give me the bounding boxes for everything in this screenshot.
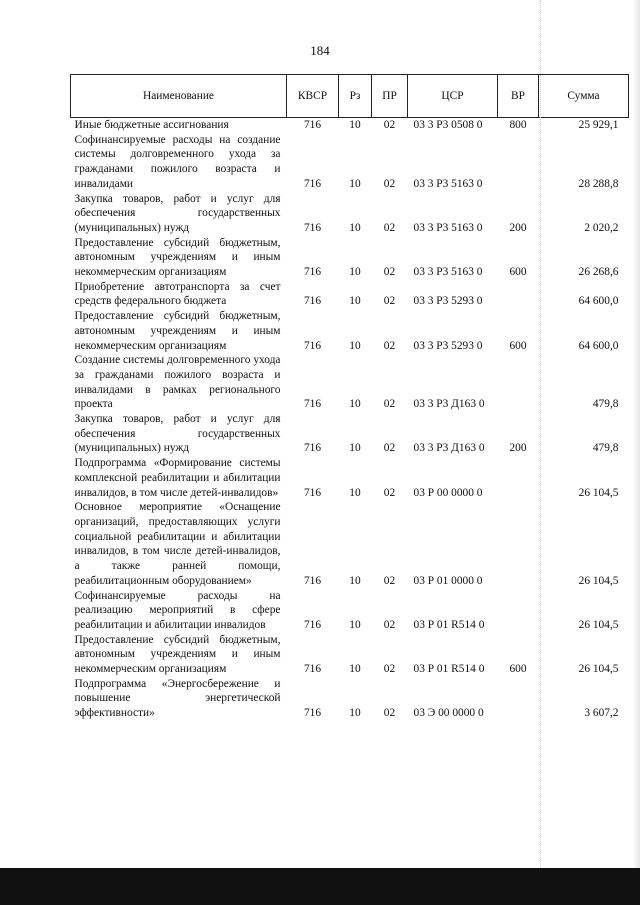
row-name: Закупка товаров, работ и услуг для обеспечения государственных (муниципальных) нужд [74,192,281,234]
row-name: Иные бюджетные ассигнования [74,119,229,131]
row-rz: 10 [349,663,361,676]
row-kvsr: 716 [303,119,322,131]
row-sum: 28 288,8 [578,177,619,190]
row-name: Основное мероприятие «Оснащение организаций, предоставляющих услуги социальной реабилитации и абилитации инвалидов, в том числе детей-инвалидов, а также ранней помощи, реабилитационным оборудованием» [74,501,281,587]
row-name: Подпрограмма «Энергосбережение и повышение энергетической эффективности» [74,677,281,720]
row-rz: 10 [349,618,361,631]
row-kvsr: 716 [303,339,322,352]
row-sum: 26 268,6 [578,266,619,279]
row-rz: 10 [349,574,361,587]
row-csr: 03 3 Р3 Д163 0 [413,442,485,455]
header-vr: ВР [498,75,539,118]
row-csr: 03 3 Р3 5293 0 [413,339,483,352]
row-vr: 600 [509,266,527,279]
row-kvsr: 716 [303,442,322,455]
table-header-row [71,75,629,118]
row-rz: 10 [349,119,361,131]
row-pr: 02 [383,119,396,131]
table-row [71,456,629,500]
row-csr: 03 Р 00 0000 0 [413,486,483,499]
table-row [71,500,629,588]
row-vr [498,353,539,412]
row-kvsr: 716 [303,177,322,190]
row-vr: 200 [509,442,527,455]
row-name: Закупка товаров, работ и услуг для обеспечения государственных (муниципальных) нужд [74,413,281,455]
row-pr: 02 [383,295,396,308]
row-rz: 10 [349,339,361,352]
header-name: Наименование [71,75,287,118]
row-csr: 03 3 Р3 0508 0 [413,119,483,131]
row-name: Софинансируемые расходы на создание системы долговременного ухода за гражданами пожилого возраста и инвалидами [74,133,281,190]
scan-edge-shadow [633,0,640,868]
row-sum: 64 600,0 [578,339,619,352]
row-kvsr: 716 [303,574,322,587]
row-pr: 02 [383,442,396,455]
row-sum: 3 607,2 [584,707,619,720]
row-rz: 10 [349,221,361,234]
row-kvsr: 716 [303,295,322,308]
row-pr: 02 [383,266,396,279]
row-name: Предоставление субсидий бюджетным, автономным учреждениям и иным некоммерческим организациям [74,633,281,676]
table-row [71,236,629,280]
row-csr: 03 Р 01 0000 0 [413,574,483,587]
table-row [71,118,629,133]
row-sum: 479,8 [592,442,619,455]
row-rz: 10 [349,398,361,411]
row-csr: 03 Р 01 R514 0 [413,618,485,631]
row-pr: 02 [383,221,396,234]
header-csr: ЦСР [408,75,498,118]
row-kvsr: 716 [303,221,322,234]
row-vr: 600 [509,663,527,676]
row-pr: 02 [383,398,396,411]
row-vr [498,280,539,309]
table-row [71,353,629,412]
row-rz: 10 [349,442,361,455]
header-rz: Рз [339,75,372,118]
row-csr: 03 3 Р3 5163 0 [413,266,483,279]
table-row [71,633,629,677]
row-rz: 10 [349,707,361,720]
row-name: Приобретение автотранспорта за счет средств федерального бюджета [74,280,281,308]
table-row [71,192,629,236]
row-csr: 03 3 Р3 Д163 0 [413,398,485,411]
row-vr [498,500,539,588]
row-sum: 25 929,1 [578,119,619,131]
row-rz: 10 [349,266,361,279]
table-row [71,309,629,353]
row-pr: 02 [383,177,396,190]
row-pr: 02 [383,618,396,631]
row-kvsr: 716 [303,486,322,499]
row-vr: 800 [509,119,527,131]
row-vr [498,456,539,500]
row-name: Создание системы долговременного ухода за гражданами пожилого возраста и инвалидами в рамках регионального проекта [74,354,281,411]
table-row [71,589,629,633]
row-pr: 02 [383,486,396,499]
row-name: Предоставление субсидий бюджетным, автономным учреждениям и иным некоммерческим организациям [74,310,281,352]
row-pr: 02 [383,574,396,587]
row-kvsr: 716 [303,266,322,279]
row-kvsr: 716 [303,398,322,411]
row-csr: 03 3 Р3 5163 0 [413,221,483,234]
row-rz: 10 [349,486,361,499]
row-name: Софинансируемые расходы на реализацию мероприятий в сфере реабилитации и абилитации инвалидов [74,589,281,631]
row-name: Предоставление субсидий бюджетным, автономным учреждениям и иным некоммерческим организациям [74,236,281,279]
row-pr: 02 [383,707,396,720]
table-row [71,677,629,721]
header-kvsr: КВСР [287,75,339,118]
row-vr: 200 [509,221,527,234]
scan-bottom-bar [0,868,640,905]
row-sum: 26 104,5 [578,486,619,499]
row-sum: 64 600,0 [578,295,619,308]
row-csr: 03 3 Р3 5293 0 [413,295,483,308]
row-csr: 03 Р 01 R514 0 [413,663,485,676]
row-csr: 03 3 Р3 5163 0 [413,177,483,190]
row-vr [498,589,539,633]
scan-artifact-dots [540,0,542,868]
row-sum: 479,8 [592,398,619,411]
row-kvsr: 716 [303,707,322,720]
row-sum: 26 104,5 [578,663,619,676]
row-vr: 600 [509,339,527,352]
row-csr: 03 Э 00 0000 0 [413,707,484,720]
header-pr: ПР [372,75,408,118]
table-row [71,412,629,456]
row-sum: 26 104,5 [578,574,619,587]
row-pr: 02 [383,663,396,676]
table-row [71,133,629,192]
row-pr: 02 [383,339,396,352]
row-kvsr: 716 [303,663,322,676]
table-row [71,280,629,309]
row-sum: 26 104,5 [578,618,619,631]
row-vr [498,133,539,192]
header-sum: Сумма [539,75,629,118]
row-rz: 10 [349,177,361,190]
row-vr [498,677,539,721]
row-name: Подпрограмма «Формирование системы комплексной реабилитации и абилитации инвалидов, в том числе детей-инвалидов» [74,457,281,499]
row-kvsr: 716 [303,618,322,631]
row-rz: 10 [349,295,361,308]
row-sum: 2 020,2 [584,221,619,234]
page-number: 184 [310,43,330,58]
budget-table [70,74,629,721]
